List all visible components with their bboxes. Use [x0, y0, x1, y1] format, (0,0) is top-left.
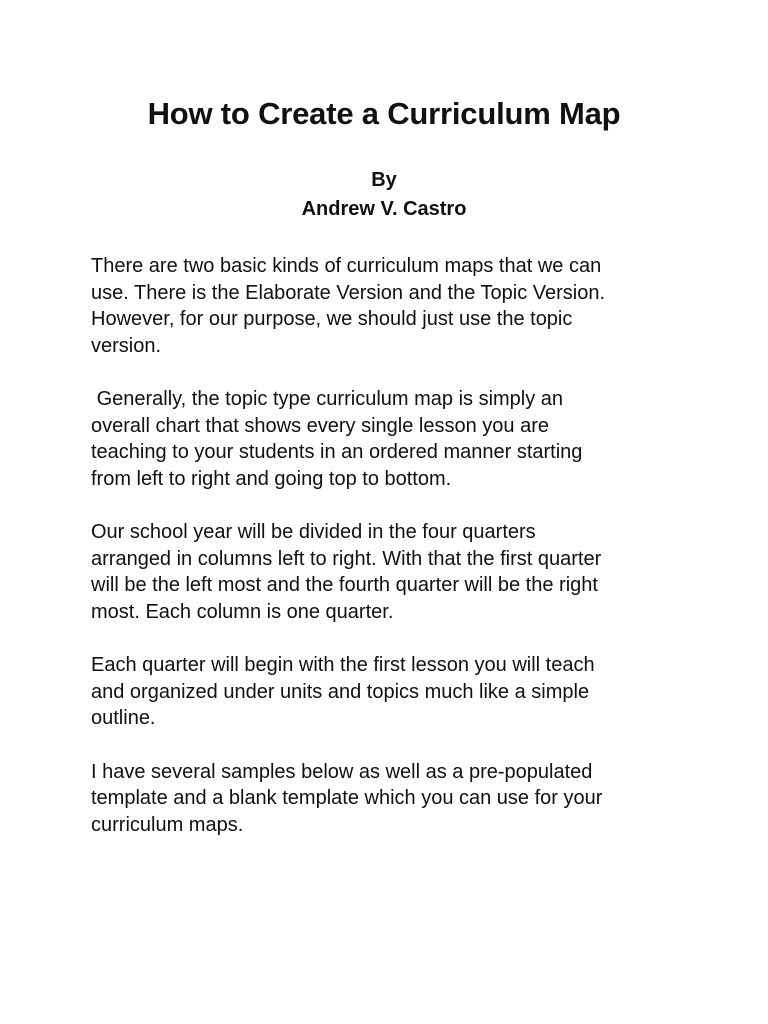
byline-by: By — [371, 169, 397, 191]
paragraph-4: Each quarter will begin with the first lesson you will teach and organized under units and topics much like a simple outline. — [91, 654, 595, 729]
paragraph-5: I have several samples below as well as a pre-populated template and a blank template which you can use for your curriculum maps. — [91, 760, 603, 836]
paragraph-3: Our school year will be divided in the four quarters arranged in columns left to right. With that the first quarter will be the left most and the fourth quarter will be the right most. Each column is one quarter. — [91, 521, 602, 623]
byline — [0, 166, 768, 224]
paragraph-1: There are two basic kinds of curriculum maps that we can use. There is the Elaborate Version and the Topic Version. However, for our purpose, we should just use the topic version. — [91, 255, 606, 357]
byline-author: Andrew V. Castro — [301, 198, 467, 220]
paragraph-2: Generally, the topic type curriculum map is simply an overall chart that shows every single lesson you are teaching to your students in an ordered manner starting from left to right and going top to bottom. — [91, 388, 583, 490]
document-body — [91, 253, 691, 865]
document-title: How to Create a Curriculum Map — [147, 96, 621, 131]
